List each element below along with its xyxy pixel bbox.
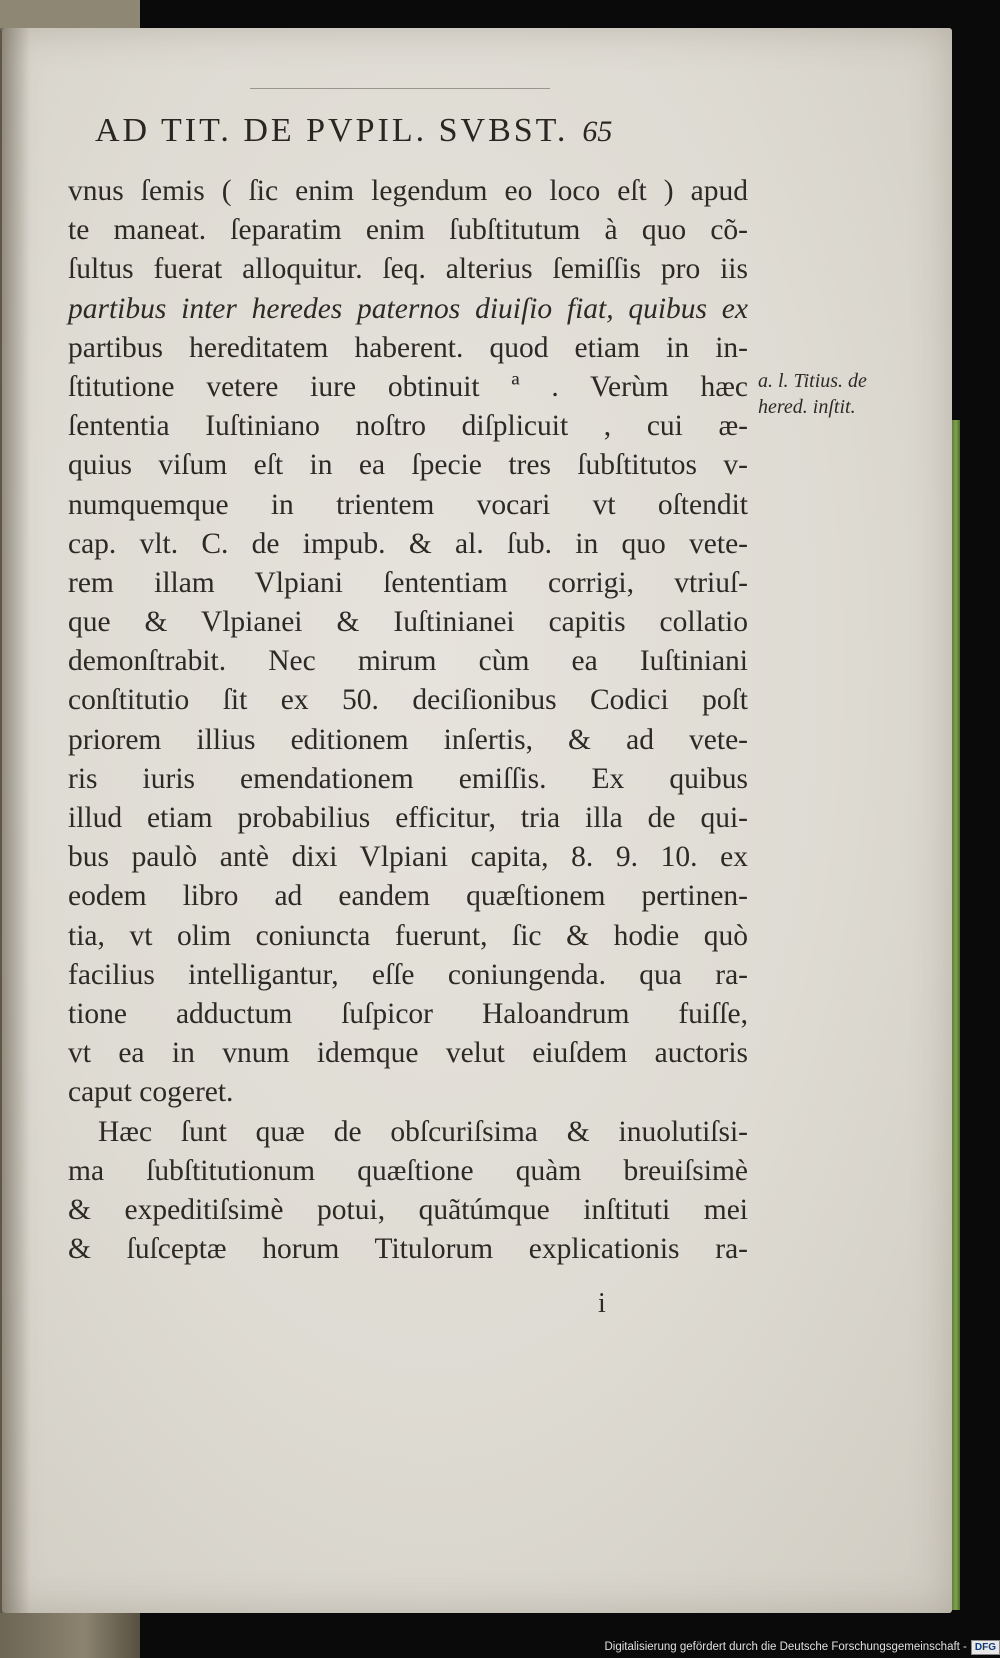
text-line: vnus ſemis ( ſic enim legendum eo loco eſt ) apud	[68, 175, 748, 207]
text-line: te maneat. ſeparatim enim ſubſtitutum à quo cõ-	[68, 214, 748, 247]
header-rule	[250, 88, 550, 89]
catchword: i	[598, 1288, 606, 1319]
text-line: conſtitutio ſit ex 50. deciſionibus Codici poſt	[68, 684, 748, 717]
digitization-credit	[590, 1636, 1000, 1658]
credit-text: Digitalisierung gefördert durch die Deutsche Forschungsgemeinschaft -	[604, 1641, 967, 1653]
gutter-shadow	[0, 28, 30, 1613]
marginal-note	[758, 368, 908, 420]
text-line: bus paulò antè dixi Vlpiani capita, 8. 9. 10. ex	[68, 841, 748, 874]
text-line: ris iuris emendationem emiſſis. Ex quibus	[68, 762, 748, 795]
text-line: caput cogeret.	[68, 1076, 234, 1109]
text-line: tione adductum ſuſpicor Haloandrum fuiſſe,	[68, 997, 748, 1030]
text-line: illud etiam probabilius efficitur, tria illa de qui-	[68, 802, 748, 834]
text-line: & ſuſceptæ horum Titulorum explicationis ra-	[68, 1233, 748, 1266]
text-line: Hæc ſunt quæ de obſcuriſsima & inuolutiſsi-	[98, 1115, 748, 1148]
text-line: tia, vt olim coniuncta fuerunt, ſic & hodie quò	[68, 919, 748, 952]
marginal-note-line: a. l. Titius. de	[758, 370, 867, 392]
text-line: cap. vlt. C. de impub. & al. ſub. in quo vete-	[68, 527, 748, 560]
main-text-block	[68, 172, 748, 1269]
text-line: ſultus fuerat alloquitur. ſeq. alterius ſemiſſis pro iis	[68, 253, 748, 286]
text-line: ma ſubſtitutionum quæſtione quàm breuiſsimè	[68, 1154, 748, 1187]
text-line: rem illam Vlpiani ſententiam corrigi, vtriuſ-	[68, 566, 748, 599]
text-line: eodem libro ad eandem quæſtionem pertinen-	[68, 880, 748, 913]
text-line: partibus hereditatem haberent. quod etiam in in-	[68, 331, 748, 364]
text-line: facilius intelligantur, eſſe coniungenda. qua ra-	[68, 958, 748, 991]
text-line: quius viſum eſt in ea ſpecie tres ſubſtitutos v-	[68, 449, 748, 482]
marginal-note-line: hered. inſtit.	[758, 396, 856, 418]
dfg-logo: DFG	[971, 1640, 1000, 1655]
page-number: 65	[582, 115, 613, 148]
text-line: que & Vlpianei & Iuſtinianei capitis collatio	[68, 606, 748, 639]
book-cover-top	[0, 0, 140, 30]
text-line: vt ea in vnum idemque velut eiuſdem auctoris	[68, 1037, 748, 1070]
text-line: priorem illius editionem inſertis, & ad vete-	[68, 723, 748, 756]
text-line: numquemque in trientem vocari vt oſtendit	[68, 488, 748, 521]
text-line: ſtitutione vetere iure obtinuit ª . Verùm hæc	[68, 370, 748, 403]
text-line: demonſtrabit. Nec mirum cùm ea Iuſtiniani	[68, 645, 748, 678]
text-line: & expeditiſsimè potui, quãtúmque inſtituti mei	[68, 1193, 748, 1226]
running-head	[95, 112, 755, 150]
text-line: ſententia Iuſtiniano noſtro diſplicuit , cui æ-	[68, 410, 748, 443]
text-line: partibus inter heredes paternos diuiſio fiat, quibus ex	[68, 292, 748, 325]
running-title: AD TIT. DE PVPIL. SVBST.	[95, 112, 569, 149]
